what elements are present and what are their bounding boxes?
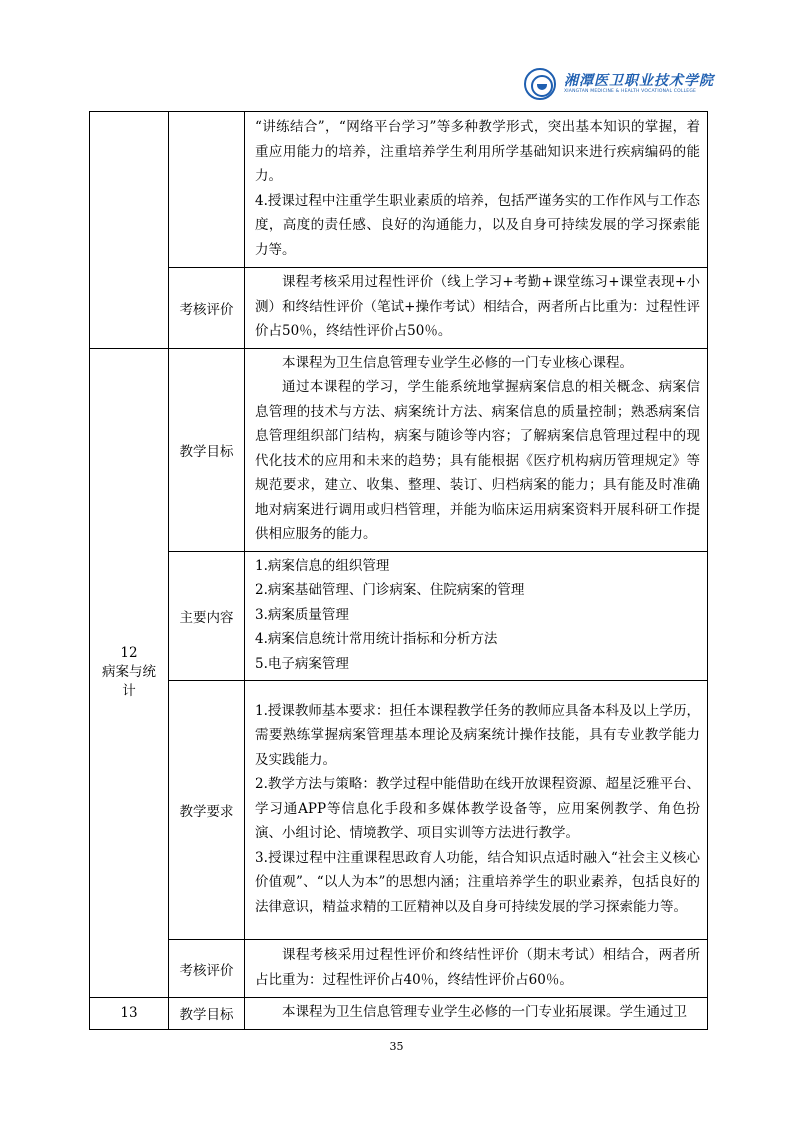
page-number: 35 [389,1040,404,1053]
prev-req-para-1: “讲练结合”，“网络平台学习”等多种教学形式，突出基本知识的掌握，着重应用能力的培养，注重培养学生利用所学基础知识来进行疾病编码的能力。 [255,119,700,184]
prev-course-cell [90,112,169,349]
course-13-goal-content [245,998,708,1030]
prev-assess-label: 考核评价 [169,268,245,349]
prev-req-para-2: 4.授课过程中注重学生职业素质的培养，包括严谨务实的工作作风与工作态度，高度的责任感、良好的沟通能力，以及自身可持续发展的学习探索能力等。 [255,192,700,258]
list-item: 1.病案信息的组织管理 [255,557,390,574]
table-row [90,112,708,268]
course-12-assess-label: 考核评价 [169,940,245,998]
prev-assess-text: 课程考核采用过程性评价（线上学习+考勤+课堂练习+课堂表现+小测）和终结性评价（笔试+操作考试）相结合，两者所占比重为：过程性评价占50％，终结性评价占50％。 [255,274,700,339]
course-12-goal-para-1: 本课程为卫生信息管理专业学生必修的一门专业核心课程。 [282,354,633,371]
course-13-goal-label: 教学目标 [169,998,245,1030]
course-12-req-item-3: 3.授课过程中注重课程思政育人功能，结合知识点适时融入“社会主义核心价值观”、“以人为本”的思想内涵；注重培养学生的职业素养，包括良好的法律意识，精益求精的工匠精神以及自身可持续发展的学习探索能力等。 [255,849,700,915]
course-12-assess-text: 课程考核采用过程性评价和终结性评价（期末考试）相结合，两者所占比重为：过程性评价占40％，终结性评价占60％。 [255,947,700,988]
course-table [89,111,708,1030]
course-12-content-list [245,551,708,681]
school-name: 湘潭医卫职业技术学院 [564,73,714,89]
course-12-req-item-2: 2.教学方法与策略：教学过程中能借助在线开放课程资源、超星泛雅平台、学习通APP等信息化手段和多媒体教学设备等，应用案例教学、角色扮演、小组讨论、情境教学、项目实训等方法进行教学。 [255,776,700,842]
course-13-number: 13 [90,998,169,1030]
list-item: 4.病案信息统计常用统计指标和分析方法 [255,631,498,647]
prev-assess-content [245,268,708,349]
course-12-req-item-1: 1.授课教师基本要求：担任本课程教学任务的教师应具备本科及以上学历，需要熟练掌握病案管理基本理论及病案统计操作技能，具有专业教学能力及实践能力。 [255,702,700,768]
course-12-name: 病案与统计 [102,664,156,700]
course-12-goal-label: 教学目标 [169,348,245,551]
table-row [90,998,708,1030]
course-12-content-label: 主要内容 [169,551,245,681]
course-13-goal-text: 本课程为卫生信息管理专业学生必修的一门专业拓展课。学生通过卫 [282,1004,687,1020]
prev-req-label-cell [169,112,245,268]
list-item: 2.病案基础管理、门诊病案、住院病案的管理 [255,582,525,598]
list-item: 3.病案质量管理 [255,606,349,623]
table-row [90,940,708,998]
school-logo [518,68,714,102]
course-12-req-content [245,681,708,940]
table-row [90,348,708,551]
course-12-cell [90,348,169,998]
table-row [90,551,708,681]
course-12-assess-content [245,940,708,998]
course-12-number: 12 [120,645,138,662]
course-12-goal-para-2: 通过本课程的学习，学生能系统地掌握病案信息的相关概念、病案信息管理的技术与方法、病案统计方法、病案信息的质量控制；熟悉病案信息管理组织部门结构，病案与随诊等内容；了解病案信息管理过程中的现代化技术的应用和未来的趋势；具有能根据《医疗机构病历管理规定》等规范要求，建立、收集、整理、装订、归档病案的能力；具有能及时准确地对病案进行调用或归档管理，并能为临床运用病案资料开展科研工作提供相应服务的能力。 [255,379,700,542]
table-row [90,681,708,940]
prev-req-content [245,112,708,268]
course-12-goal-content [245,348,708,551]
school-name-en: XIANGTAN MEDICINE & HEALTH VOCATIONAL COLLEGE [564,89,697,94]
course-12-req-label: 教学要求 [169,681,245,940]
list-item: 5.电子病案管理 [255,655,349,672]
table-row [90,268,708,349]
school-emblem-icon [524,68,556,100]
